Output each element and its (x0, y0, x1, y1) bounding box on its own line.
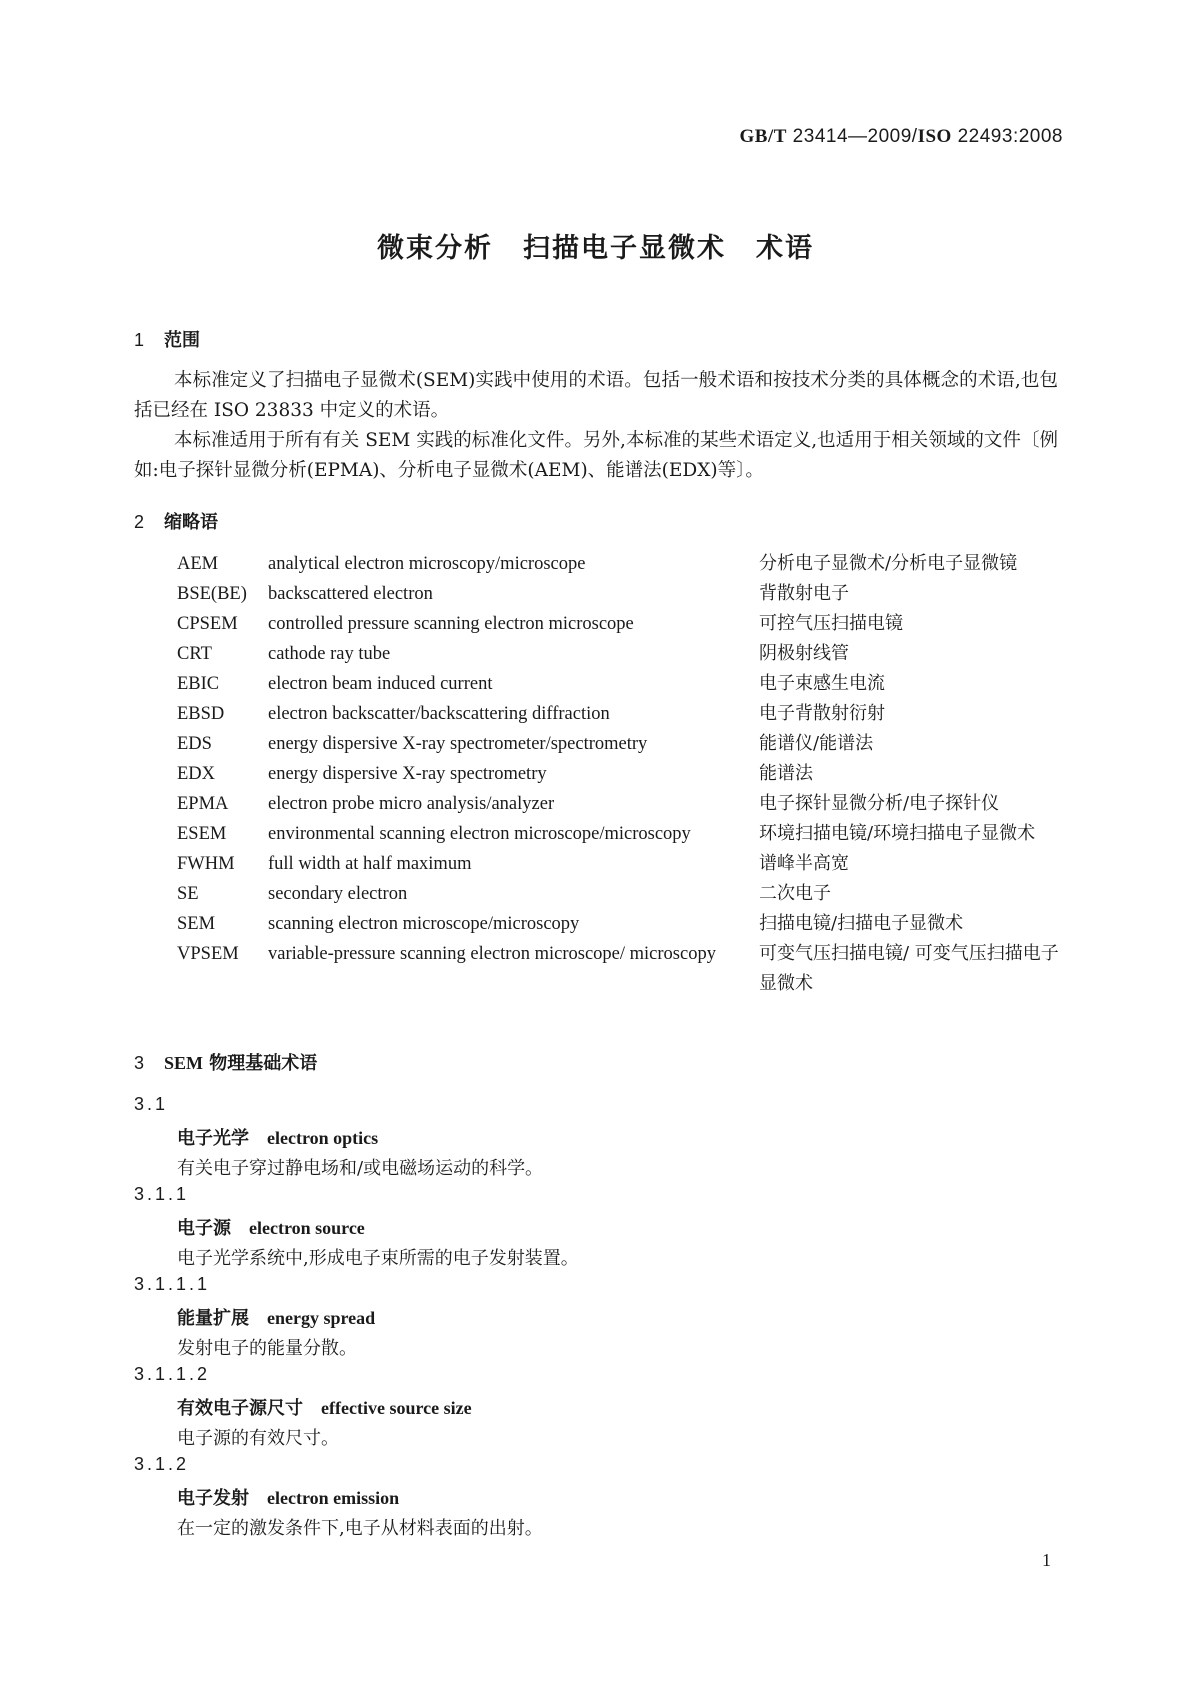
abbreviation-row (177, 849, 1059, 879)
abbreviation-cell: EBSD (177, 704, 225, 724)
chinese-term-cell: 阴极射线管 (759, 643, 849, 664)
std-code-suffix: 22493:2008 (951, 126, 1063, 147)
title-part3: 术语 (756, 233, 814, 264)
section-number: 3 (134, 1053, 145, 1073)
english-term-cell: controlled pressure scanning electron microscope (268, 614, 634, 634)
chinese-term-cell: 电子背散射衍射 (759, 703, 885, 724)
title-part2: 扫描电子显微术 (523, 233, 726, 264)
abbreviation-cell: VPSEM (177, 944, 239, 964)
english-term-cell: analytical electron microscopy/microscope (268, 554, 586, 574)
abbreviation-row (177, 939, 1059, 999)
term-number: 3.1.1 (134, 1184, 190, 1204)
chinese-term-cell: 能谱法 (759, 763, 813, 784)
abbreviation-cell: CPSEM (177, 614, 238, 634)
english-term-cell: energy dispersive X-ray spectrometry (268, 764, 547, 784)
term-name-zh: 有效电子源尺寸 (177, 1398, 303, 1419)
abbreviation-cell: EDS (177, 734, 212, 754)
english-term-cell: full width at half maximum (268, 854, 472, 874)
section-title-en: SEM (164, 1053, 204, 1073)
term-heading (177, 1124, 378, 1150)
chinese-term-cell: 电子束感生电流 (759, 673, 885, 694)
english-term-cell: scanning electron microscope/microscopy (268, 914, 580, 934)
english-term-cell: variable-pressure scanning electron microscope/ microscopy (268, 944, 716, 964)
abbreviation-cell: CRT (177, 644, 212, 664)
abbreviation-row (177, 819, 1059, 849)
abbreviation-row (177, 639, 1059, 669)
scope-paragraph-1: 本标准定义了扫描电子显微术(SEM)实践中使用的术语。包括一般术语和按技术分类的具体概念的术语,也包括已经在 ISO 23833 中定义的术语。 (134, 370, 1058, 421)
abbreviation-cell: SEM (177, 914, 216, 934)
term-number: 3.1.1.2 (134, 1364, 211, 1384)
term-name-en: electron optics (267, 1128, 379, 1148)
abbreviation-row (177, 579, 1059, 609)
std-code-prefix: GB/T (739, 126, 787, 147)
abbreviation-cell: EBIC (177, 674, 220, 694)
chinese-term-cell: 可变气压扫描电镜/ 可变气压扫描电子显微术 (759, 943, 1059, 994)
abbreviation-cell: FWHM (177, 854, 235, 874)
chinese-term-cell: 环境扫描电镜/环境扫描电子显微术 (759, 823, 1036, 844)
section-title: 缩略语 (164, 512, 218, 533)
abbreviation-row (177, 549, 1059, 579)
term-name-en: electron emission (267, 1488, 400, 1508)
abbreviation-row (177, 699, 1059, 729)
chinese-term-cell: 电子探针显微分析/电子探针仪 (759, 793, 1000, 814)
term-name-en: energy spread (267, 1308, 376, 1328)
english-term-cell: environmental scanning electron microscope/microscopy (268, 824, 691, 844)
abbreviation-row (177, 609, 1059, 639)
document-title (0, 226, 1191, 265)
title-part1: 微束分析 (377, 233, 493, 264)
term-number: 3.1.1.1 (134, 1274, 211, 1294)
term-name-zh: 电子发射 (177, 1488, 249, 1509)
term-definition: 有关电子穿过静电场和/或电磁场运动的科学。 (177, 1158, 544, 1179)
chinese-term-cell: 扫描电镜/扫描电子显微术 (759, 913, 964, 934)
scope-paragraph-2: 本标准适用于所有有关 SEM 实践的标准化文件。另外,本标准的某些术语定义,也适用于相关领域的文件〔例如:电子探针显微分析(EPMA)、分析电子显微术(AEM)、能谱法(EDX)等〕。 (134, 430, 1058, 481)
standard-code (740, 126, 1064, 148)
term-name-zh: 电子光学 (177, 1128, 249, 1149)
term-heading (177, 1394, 472, 1420)
abbreviation-cell: EPMA (177, 794, 229, 814)
section-number: 2 (134, 512, 145, 532)
section-heading-scope (134, 326, 200, 352)
term-number: 3.1 (134, 1094, 169, 1114)
term-definition: 在一定的激发条件下,电子从材料表面的出射。 (177, 1518, 543, 1539)
english-term-cell: energy dispersive X-ray spectrometer/spectrometry (268, 734, 648, 754)
abbreviation-row (177, 729, 1059, 759)
abbreviation-row (177, 669, 1059, 699)
chinese-term-cell: 背散射电子 (759, 583, 849, 604)
section-number: 1 (134, 330, 145, 350)
chinese-term-cell: 能谱仪/能谱法 (759, 733, 874, 754)
abbreviation-row (177, 789, 1059, 819)
std-code-mid: 23414—2009/ (786, 126, 918, 147)
english-term-cell: electron beam induced current (268, 674, 493, 694)
chinese-term-cell: 谱峰半高宽 (759, 853, 849, 874)
term-number: 3.1.2 (134, 1454, 190, 1474)
section-title-zh: 物理基础术语 (209, 1053, 318, 1074)
term-definition: 电子光学系统中,形成电子束所需的电子发射装置。 (177, 1248, 579, 1269)
english-term-cell: secondary electron (268, 884, 408, 904)
page-number: 1 (1042, 1550, 1051, 1570)
abbreviations-table (177, 549, 1059, 999)
term-heading (177, 1484, 399, 1510)
abbreviation-row (177, 759, 1059, 789)
term-heading (177, 1304, 375, 1330)
english-term-cell: backscattered electron (268, 584, 433, 604)
english-term-cell: electron probe micro analysis/analyzer (268, 794, 555, 814)
abbreviation-cell: BSE(BE) (177, 584, 247, 604)
abbreviation-row (177, 879, 1059, 909)
chinese-term-cell: 分析电子显微术/分析电子显微镜 (759, 553, 1018, 574)
abbreviation-row (177, 909, 1059, 939)
term-name-zh: 能量扩展 (177, 1308, 249, 1329)
abbreviation-cell: EDX (177, 764, 216, 784)
section-title: 范围 (164, 330, 200, 351)
section-heading-sem-physics (134, 1049, 317, 1075)
abbreviation-cell: AEM (177, 554, 219, 574)
term-definition: 发射电子的能量分散。 (177, 1338, 357, 1359)
std-code-iso: ISO (917, 126, 952, 147)
english-term-cell: electron backscatter/backscattering diffraction (268, 704, 610, 724)
term-name-en: effective source size (321, 1398, 472, 1418)
term-name-zh: 电子源 (177, 1218, 231, 1239)
section-heading-abbreviations (134, 508, 218, 534)
term-definition: 电子源的有效尺寸。 (177, 1428, 339, 1449)
chinese-term-cell: 二次电子 (759, 883, 831, 904)
chinese-term-cell: 可控气压扫描电镜 (759, 613, 903, 634)
term-heading (177, 1214, 365, 1240)
term-name-en: electron source (249, 1218, 365, 1238)
abbreviation-cell: ESEM (177, 824, 227, 844)
abbreviation-cell: SE (177, 884, 199, 904)
english-term-cell: cathode ray tube (268, 644, 391, 664)
